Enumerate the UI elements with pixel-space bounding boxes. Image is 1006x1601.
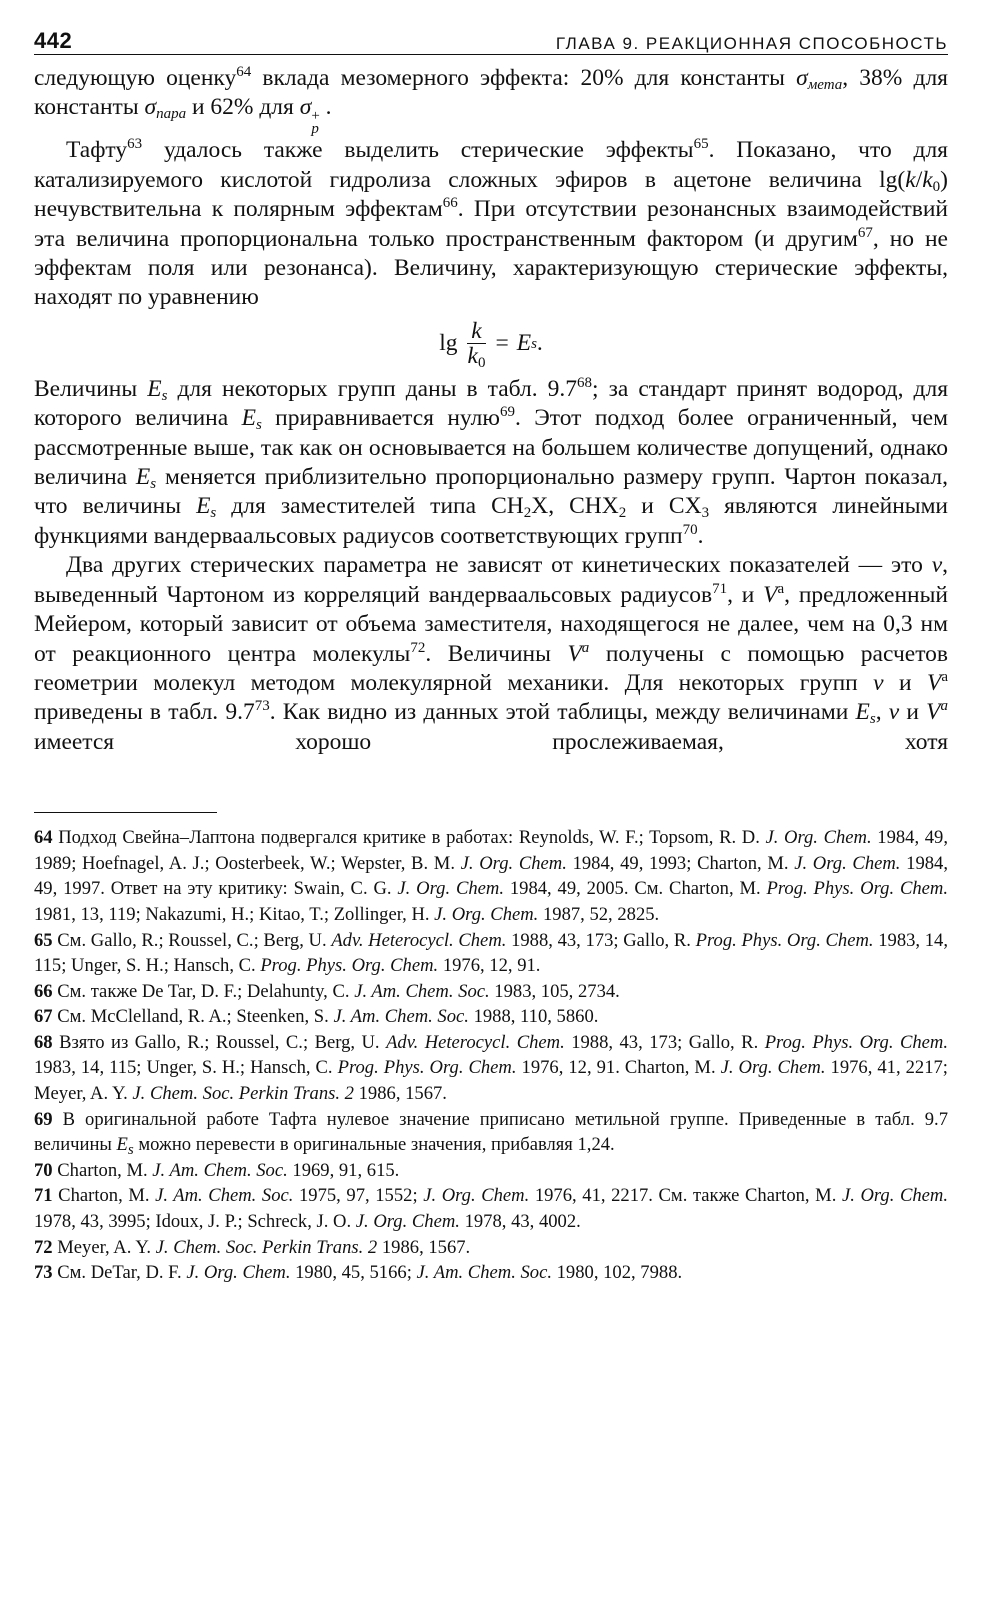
footnote-ref-63[interactable]: 63 <box>127 136 143 153</box>
page-number: 442 <box>34 28 73 53</box>
footnote-68: 68 Взято из Gallo, R.; Roussel, C.; Berg, U. Adv. Heterocycl. Chem. 1988, 43, 173; Gallo, R. Prog. Phys. Org. Chem. 1983, 14, 115; Unger, S. H.; Hansch, C. Prog. Phys. Org. Chem. 1976, 12, 91. Charton, M. J. Org. Chem. 1976, 41, 2217; Meyer, A. Y. J. Chem. Soc. Perkin Trans. 2 1986, 1567. <box>34 1031 948 1105</box>
footnote-70: 70 Charton, M. J. Am. Chem. Soc. 1969, 91, 615. <box>34 1159 400 1181</box>
paragraph-3: Величины $E_s$ для некоторых групп даны в табл. $9.7^{68}$; за стандарт принят водород, для которого величина $E_s$ приравнивается нулю$^{69}$. Этот подход более ограниченный, чем рассмотренные выше, так как он основывается на большем количестве допущений, однако величина $E_s$ меняется приблизительно пропорционально размеру групп. Чартон показал, что величины $E_s$ для заместителей типа $CH_2X$, $CHX_2$ и $CX_3$ являются линейными функциями вандерваальсовых радиусов соответствующих групп$^{70}$. <box>34 374 949 549</box>
footnote-72: 72 Meyer, A. Y. J. Chem. Soc. Perkin Trans. 2 1986, 1567. <box>34 1236 471 1258</box>
footnote-ref-64[interactable]: 64 <box>236 64 252 80</box>
footnote-ref-68[interactable]: 68 <box>577 374 593 391</box>
footnote-73: 73 См. DeTar, D. F. J. Org. Chem. 1980, 45, 5166; J. Am. Chem. Soc. 1980, 102, 7988. <box>34 1262 683 1284</box>
paragraph-2: Тафту$^{63}$ удалось также выделить стерические эффекты$^{65}$. Показано, что для катализируемого кислотой гидролиза сложных эфиров в ацетоне величина $\lg(k/k_0)$ нечувствительна к полярным эффектам$^{66}$. При отсутствии резонансных взаимодействий эта величина пропорциональна только пространственным фактором (и другим$^{67}$, но не эффектам поля или резонанса). Величину, характеризующую стерические эффекты, находят по уравнению <box>34 136 949 311</box>
footnote-66: 66 См. также De Tar, D. F.; Delahunty, C. J. Am. Chem. Soc. 1983, 105, 2734. <box>34 980 620 1002</box>
paragraph-4: Два других стерических параметра не зависят от кинетических показателей — это ν, выведенный Чартоном из корреляций вандерваальсовых радиусов$^{71}$, и $V^a$, предложенный Мейером, который зависит от объема заместителя, находящегося не далее, чем на 0,3 нм от реакционного центра молекулы$^{72}$. Величины $V^a$ получены с помощью расчетов геометрии молекул методом молекулярной механики. Для некоторых групп ν и $V^a$ приведены в табл. $9.7^{73}$. Как видно из данных этой таблицы, между величинами $E_s$, ν и $V^a$ имеется хорошо прослеживаемая, хотя <box>34 552 949 755</box>
footnote-71: 71 Charton, M. J. Am. Chem. Soc. 1975, 97, 1552; J. Org. Chem. 1976, 41, 2217. См. также Charton, M. J. Org. Chem. 1978, 43, 3995; Idoux, J. P.; Schreck, J. O. J. Org. Chem. 1978, 43, 4002. <box>34 1185 948 1233</box>
footnote-ref-69[interactable]: 69 <box>499 404 515 421</box>
paragraph-1: следующую оценку$^{64}$ вклада мезомерного эффекта: 20% для константы $\sigma_{мета}$, 38% для константы $\sigma_{пара}$ и 62% для σ + p . <box>34 64 948 138</box>
main-text <box>34 64 948 757</box>
footnotes <box>34 825 948 1286</box>
footnote-64: 64 Подход Свейна–Лаптона подвергался критике в работах: Reynolds, W. F.; Topsom, R. D. J. Org. Chem. 1984, 49, 1989; Hoefnagel, A. J.; Oosterbeek, W.; Wepster, B. M. J. Org. Chem. 1984, 49, 1993; Charton, M. J. Org. Chem. 1984, 49, 1997. Ответ на эту критику: Swain, C. G. J. Org. Chem. 1984, 49, 2005. См. Charton, M. Prog. Phys. Org. Chem. 1981, 13, 119; Nakazumi, H.; Kitao, T.; Zollinger, H. J. Org. Chem. 1987, 52, 2825. <box>34 827 948 925</box>
footnote-ref-72[interactable]: 72 <box>410 639 426 656</box>
footnote-ref-65[interactable]: 65 <box>693 136 709 153</box>
equation-fraction: $\frac{k}{k_0}$ <box>467 318 486 372</box>
footnote-ref-66[interactable]: 66 <box>442 195 458 212</box>
footnote-ref-73[interactable]: 73 <box>254 698 270 715</box>
running-title: ГЛАВА 9. РЕАКЦИОННАЯ СПОСОБНОСТЬ <box>555 34 948 53</box>
footnote-69: 69 В оригинальной работе Тафта нулевое значение приписано метильной группе. Приведенные в табл. 9.7 величины $E_s$ можно перевести в оригинальные значения, прибавляя 1,24. <box>34 1108 948 1159</box>
equation-es: lg $\frac{k}{k_0}$ = E s . <box>439 318 543 372</box>
page <box>34 22 948 1286</box>
footnote-ref-70[interactable]: 70 <box>682 521 698 538</box>
footnote-65: 65 См. Gallo, R.; Roussel, C.; Berg, U. Adv. Heterocycl. Chem. 1988, 43, 173; Gallo, R. Prog. Phys. Org. Chem. 1983, 14, 115; Unger, S. H.; Hansch, C. Prog. Phys. Org. Chem. 1976, 12, 91. <box>34 929 948 977</box>
footnote-ref-71[interactable]: 71 <box>712 580 728 597</box>
footnote-ref-67[interactable]: 67 <box>857 224 873 241</box>
footnote-67: 67 См. McClelland, R. A.; Steenken, S. J. Am. Chem. Soc. 1988, 110, 5860. <box>34 1006 599 1028</box>
footnote-separator <box>34 812 217 813</box>
page-header <box>34 22 948 55</box>
